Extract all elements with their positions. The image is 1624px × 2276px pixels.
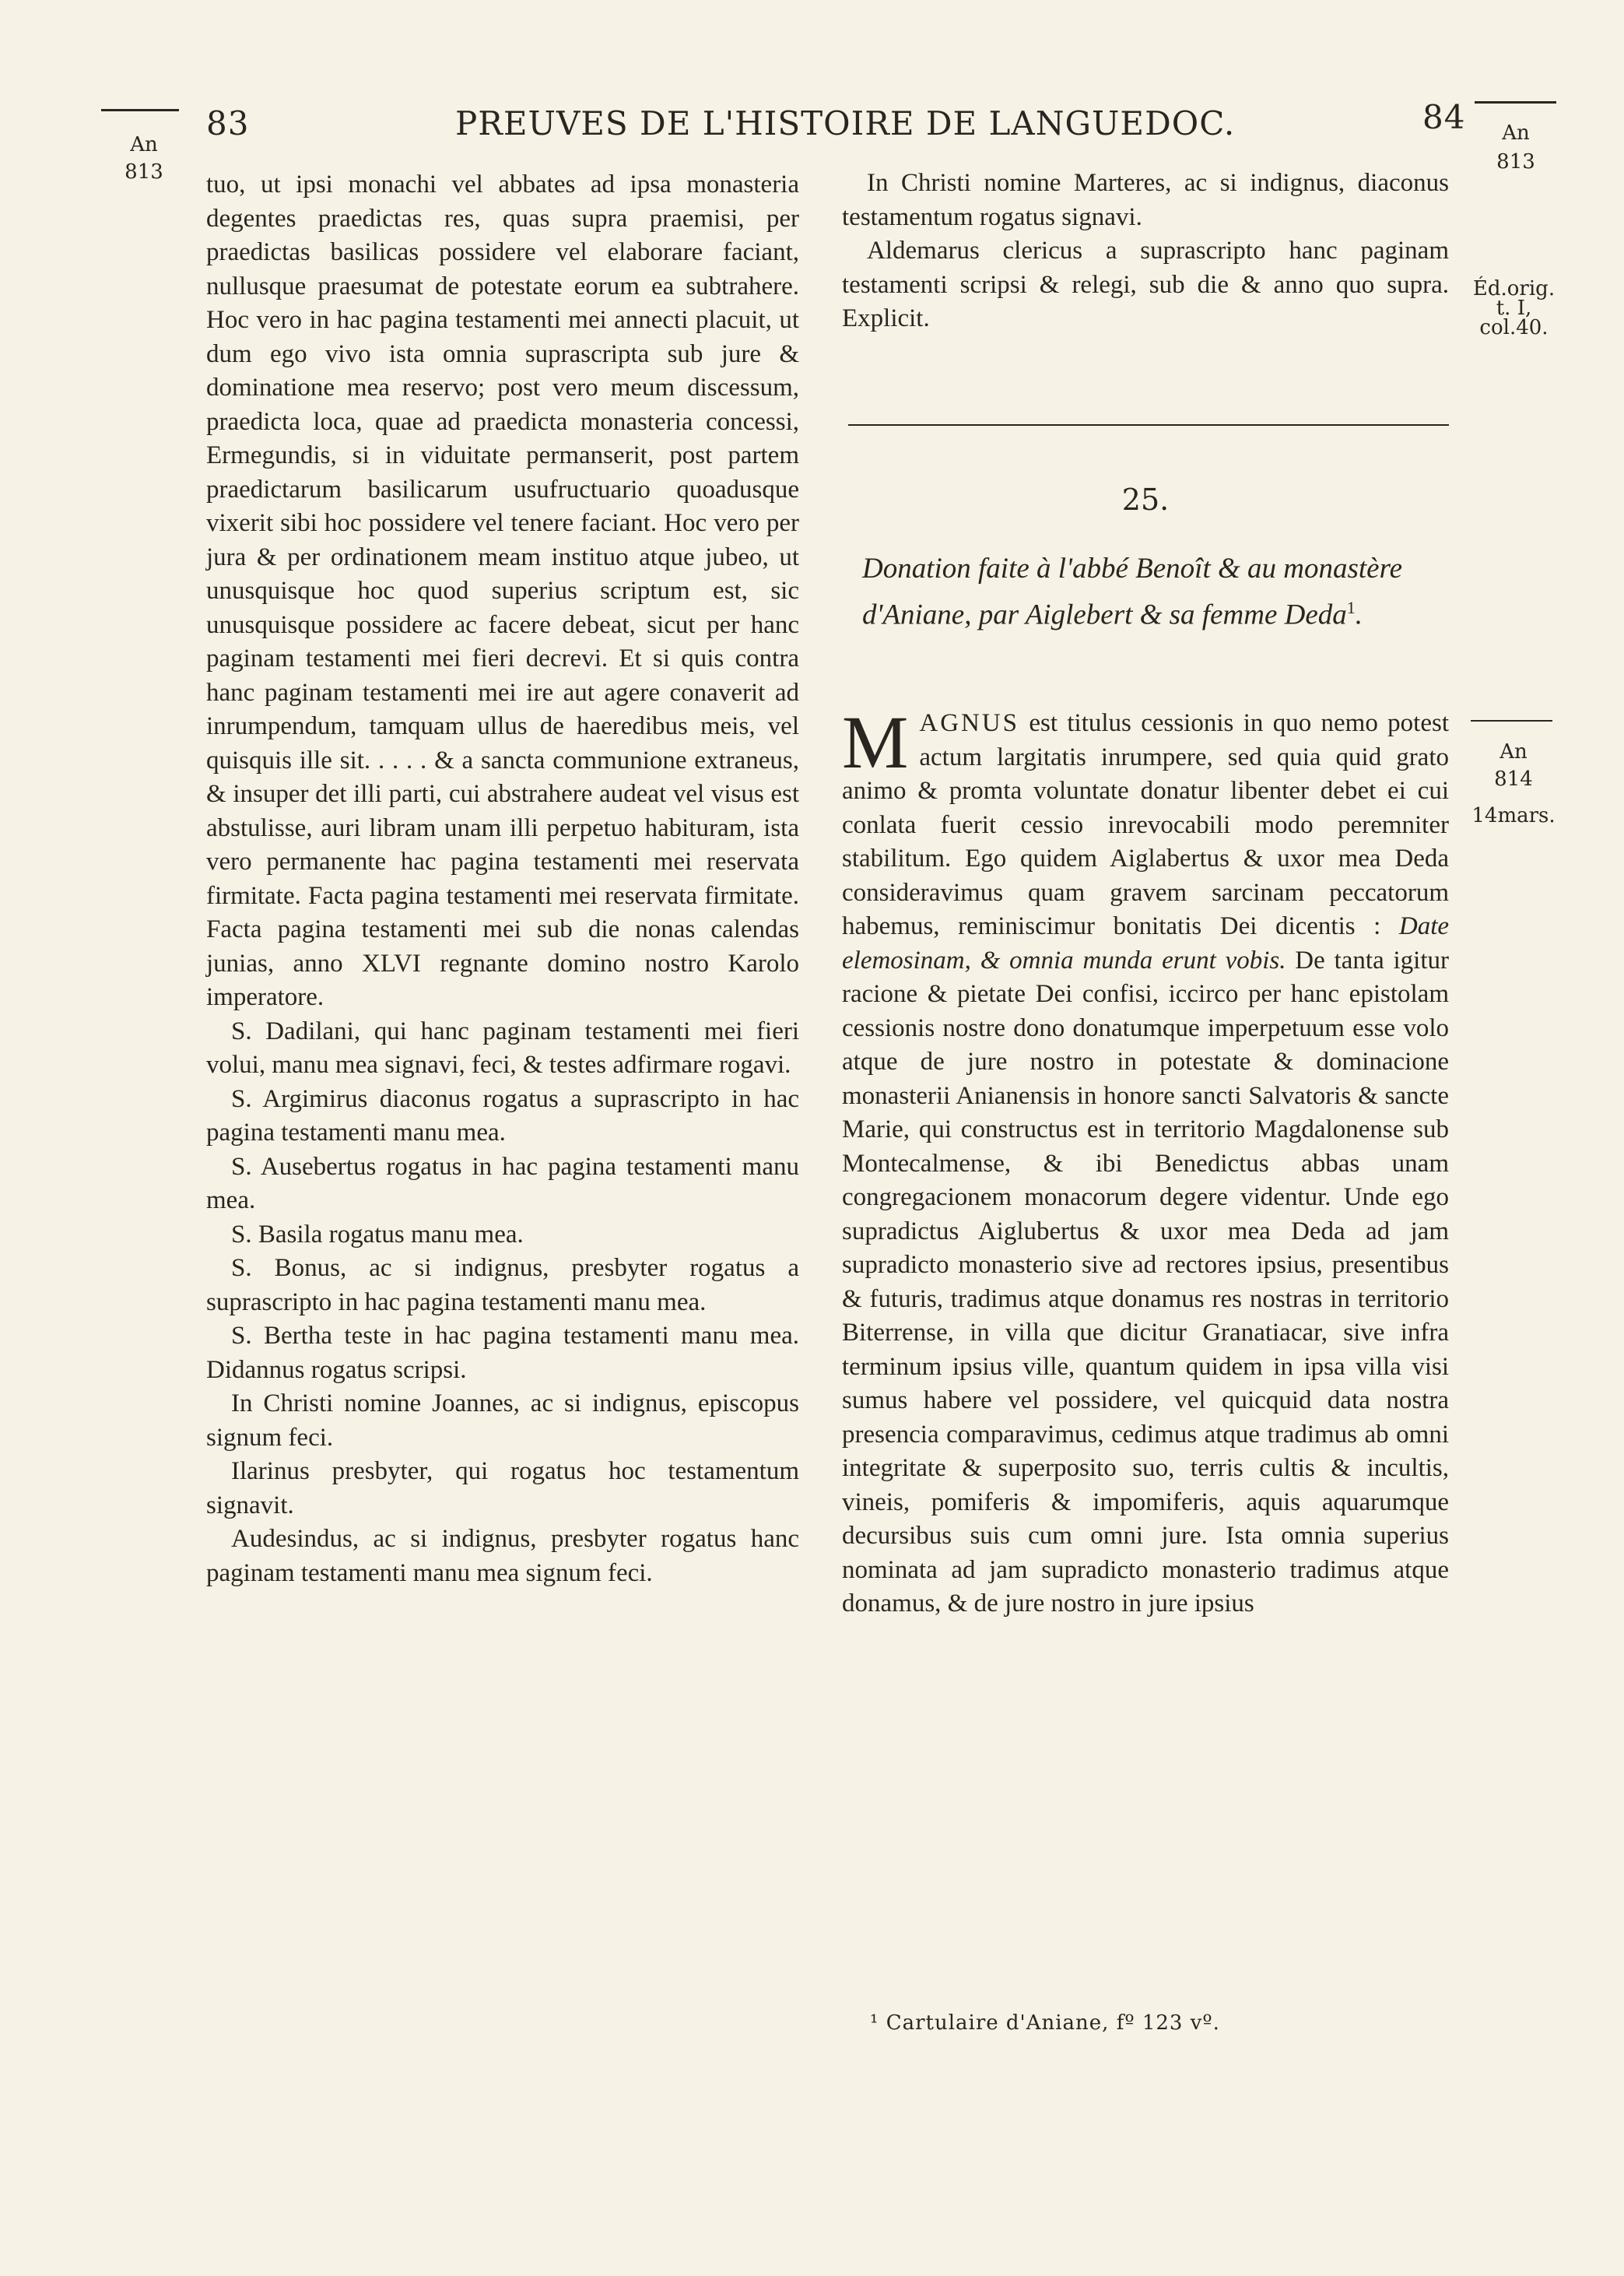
footnote: ¹ Cartulaire d'Aniane, fº 123 vº. <box>870 2011 1220 2035</box>
margin-rule-814 <box>1471 720 1552 722</box>
ed-orig-tome: t. I, <box>1496 297 1532 320</box>
page-number-right: 84 <box>1422 98 1466 136</box>
donation-text <box>842 701 1450 1621</box>
signature-line: In Christi nomine Marteres, ac si indignus, diaconus testamentum rogatus signavi. <box>842 169 1449 231</box>
signature-line: In Christi nomine Joannes, ac si indignus, episcopus signum feci. <box>206 1389 799 1452</box>
left-column <box>206 168 799 1590</box>
right-column-top <box>842 167 1449 336</box>
section-title-text: Donation faite à l'abbé Benoît & au monastère d'Aniane, par Aiglebert & sa femme Deda <box>862 553 1403 631</box>
signature-line: S. Dadilani, qui hanc paginam testamenti mei fieri volui, manu mea signavi, feci, & testes adfirmare rogavi. <box>206 1017 799 1079</box>
drop-cap: M <box>842 701 909 784</box>
signature-line: S. Bertha teste in hac pagina testamenti manu mea. Didannus rogatus scripsi. <box>206 1322 799 1384</box>
signature-line: S. Ausebertus rogatus in hac pagina testamenti manu mea. <box>206 1152 799 1214</box>
ed-orig-column: col.40. <box>1479 316 1549 339</box>
scripture-quote: Date elemosinam, & omnia munda erunt vobis. <box>842 912 1450 975</box>
section-divider <box>848 424 1449 426</box>
header-rule-left <box>101 109 179 111</box>
donation-text-part2: De tanta igitur racione & pietate Dei confisi, iccirco per hanc epistolam cessionis nostre dono donatumque imperpetuum esse volo atque de jure nostro in potestate & dominacione monasterii Anianensis in honore sancti Salvatoris & sancte Marie, qui constructus est in territorio Magdalonense sub Montecalmense, & ibi Benedictus abbas unam congregacionem monacorum degere videntur. Unde ego supradictus Aiglubertus & uxor mea Deda ad jam supradicto monasterio sive ad rectores ipsius, presentibus & futuris, tradimus atque donamus res nostras in territorio Biterrense, in villa que dicitur Granatiacar, sive infra terminum ipsius ville, quantum quidem in ipsa villa visi sumus habere vel possidere, vel quicquid data nostra presencia comparavimus, cedimus atque tradimus ab omni integritate & superposito suo, terris cultis & incultis, vineis, pomiferis & impomiferis, aquis aquarumque decursibus suis cum omni jure. Ista omnia superius nominata ad jam supradicto monasterio tradimus atque donamus, & de jure nostro in jure ipsius <box>842 946 1450 1617</box>
running-title: PREUVES DE L'HISTOIRE DE LANGUEDOC. <box>455 104 1236 142</box>
signature-line: S. Bonus, ac si indignus, presbyter rogatus a suprascripto in hac pagina testamenti manu mea. <box>206 1254 799 1316</box>
margin-year-label-814: An <box>1499 740 1528 764</box>
section-number: 25. <box>1121 483 1170 517</box>
section-title: Donation faite à l'abbé Benoît & au monastère d'Aniane, par Aiglebert & sa femme Deda$^1$. <box>862 553 1403 631</box>
right-column-body <box>842 701 1450 1621</box>
donation-text-part1: est titulus cessionis in quo nemo potest actum largitatis inrumpere, sed quia quid grato animo & promta voluntate donatur libenter debet ei cui conlata fuerit cessio inrevocabili modo peremniter stabilitum. Ego quidem Aiglabertus & uxor mea Deda consideravimus quam gravem sarcinam peccatorum habemus, reminiscimur bonitatis Dei dicentis : <box>842 709 1449 940</box>
margin-year-label-right: An <box>1502 121 1530 145</box>
signature-line: S. Basila rogatus manu mea. <box>231 1220 524 1249</box>
margin-year-814: 814 <box>1494 767 1533 791</box>
explicit-line: Aldemarus clericus a suprascripto hanc paginam testamenti scripsi & relegi, sub die & anno quo supra. Explicit. <box>842 237 1449 332</box>
margin-year-right: 813 <box>1496 150 1535 174</box>
signature-line: Ilarinus presbyter, qui rogatus hoc testamentum signavit. <box>206 1457 799 1519</box>
footnote-marker: 1 <box>1346 598 1356 617</box>
signature-line: Audesindus, ac si indignus, presbyter rogatus hanc paginam testamenti manu mea signum feci. <box>206 1525 799 1587</box>
margin-year-label-left: An <box>130 133 158 156</box>
first-word: AGNUS <box>919 709 1020 737</box>
page-number-left: 83 <box>206 104 250 142</box>
ed-orig-note: Éd.orig. <box>1472 277 1556 300</box>
margin-year-left: 813 <box>125 160 163 184</box>
header-rule-right <box>1475 101 1556 104</box>
left-body-text: tuo, ut ipsi monachi vel abbates ad ipsa monasteria degentes praedictas res, quas supra praemisi, per praedictas basilicas possidere vel elaborare faciant, nullusque praesumat de potestate eorum ea subtrahere. Hoc vero in hac pagina testamenti mei annecti placuit, ut dum ego vivo ista omnia suprascripta sub jure & dominatione mea reservo; post vero meum discessum, praedicta loca, quae ad praedicta monasteria concessi, Ermegundis, si in viduitate permanserit, post partem praedictarum basilicarum usufructuario quoadusque vixerit sibi hoc possidere vel tenere faciant. Hoc vero per jura & per ordinationem meam instituo atque jubeo, ut unusquisque hoc quod superius scriptum est, sic unusquisque possidere ac facere debeat, sicut per hanc paginam testamenti mei fieri decrevi. Et si quis contra hanc paginam testamenti mei ire aut agere conaverit ad inrumpendum, tamquam ullus de haeredibus meis, vel quisquis ille sit. . . . . & a sancta communione extraneus, & insuper det illi parti, cui abstrahere audeat vel visus est abstulisse, auri libram unam illi perpetuo habituram, ista vero permanente hac pagina testamenti mei reservata firmitate. Facta pagina testamenti mei reservata firmitate. Facta pagina testamenti mei sub die nonas calendas junias, anno XLVI regnante domino nostro Karolo imperatore. <box>206 170 799 1011</box>
margin-date-814: 14mars. <box>1471 804 1556 827</box>
signature-line: S. Argimirus diaconus rogatus a suprascripto in hac pagina testamenti manu mea. <box>206 1084 799 1147</box>
